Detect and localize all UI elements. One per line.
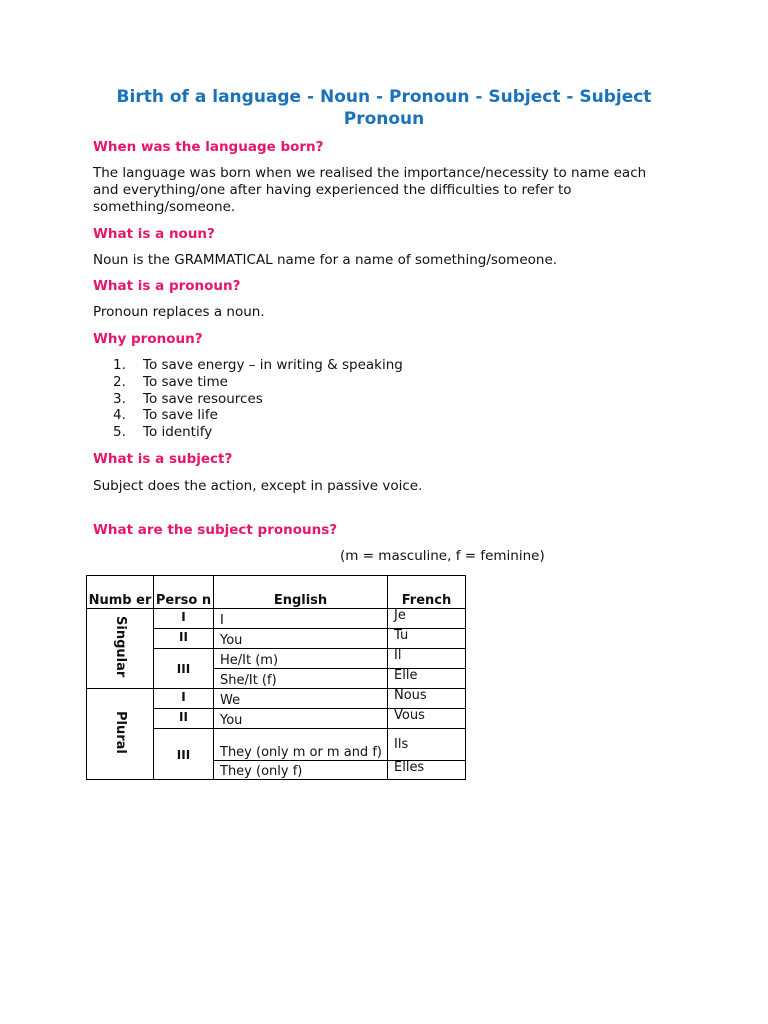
- french-cell: Tu: [388, 629, 466, 649]
- heading-subject-pronouns: What are the subject pronouns?: [93, 522, 338, 538]
- header-french: French: [388, 576, 466, 609]
- heading-pronoun: What is a pronoun?: [93, 278, 241, 294]
- gender-legend: (m = masculine, f = feminine): [340, 548, 545, 564]
- heading-why-pronoun: Why pronoun?: [93, 331, 203, 347]
- heading-language-born: When was the language born?: [93, 139, 324, 155]
- page-title: Birth of a language - Noun - Pronoun - Subject - Subject Pronoun: [116, 87, 652, 129]
- french-cell: Elles: [388, 761, 466, 780]
- paragraph-pronoun: Pronoun replaces a noun.: [93, 304, 265, 320]
- english-cell: You: [214, 629, 388, 649]
- table-header-row: [87, 576, 466, 609]
- why-pronoun-list: [113, 357, 403, 441]
- heading-subject: What is a subject?: [93, 451, 233, 467]
- person-cell: III: [154, 729, 214, 780]
- person-cell: I: [154, 609, 214, 629]
- french-cell: Vous: [388, 709, 466, 729]
- list-item: 2. To save time: [113, 373, 228, 390]
- header-english: English: [214, 576, 388, 609]
- group-singular: Singular: [87, 609, 154, 689]
- header-number: Numb er: [87, 576, 154, 609]
- french-cell: Ils: [388, 729, 466, 761]
- english-cell: She/It (f): [214, 669, 388, 689]
- table-row: [87, 609, 466, 629]
- person-cell: II: [154, 709, 214, 729]
- english-cell: He/It (m): [214, 649, 388, 669]
- person-cell: I: [154, 689, 214, 709]
- person-cell: II: [154, 629, 214, 649]
- english-cell: I: [214, 609, 388, 629]
- french-cell: Je: [388, 609, 466, 629]
- list-item: 1. To save energy – in writing & speaking: [113, 357, 403, 373]
- subject-pronoun-table: [86, 575, 466, 780]
- english-cell: We: [214, 689, 388, 709]
- paragraph-noun: Noun is the GRAMMATICAL name for a name of something/someone.: [93, 252, 558, 268]
- french-cell: Elle: [388, 669, 466, 689]
- group-plural: Plural: [87, 689, 154, 780]
- paragraph-language-born: The language was born when we realised the importance/necessity to name each and everything/one after having experienced the difficulties to refer to something/someone.: [93, 165, 647, 215]
- english-cell: They (only f): [214, 761, 388, 780]
- english-cell: You: [214, 709, 388, 729]
- french-cell: Nous: [388, 689, 466, 709]
- paragraph-subject: Subject does the action, except in passive voice.: [93, 478, 423, 494]
- table-row: [87, 689, 466, 709]
- french-cell: Il: [388, 649, 466, 669]
- list-item: 5. To identify: [113, 424, 213, 441]
- list-item: 3. To save resources: [113, 390, 263, 407]
- header-person: Perso n: [154, 576, 214, 609]
- english-cell: They (only m or m and f): [214, 729, 388, 761]
- list-item: 4. To save life: [113, 407, 218, 424]
- heading-noun: What is a noun?: [93, 226, 215, 242]
- person-cell: III: [154, 649, 214, 689]
